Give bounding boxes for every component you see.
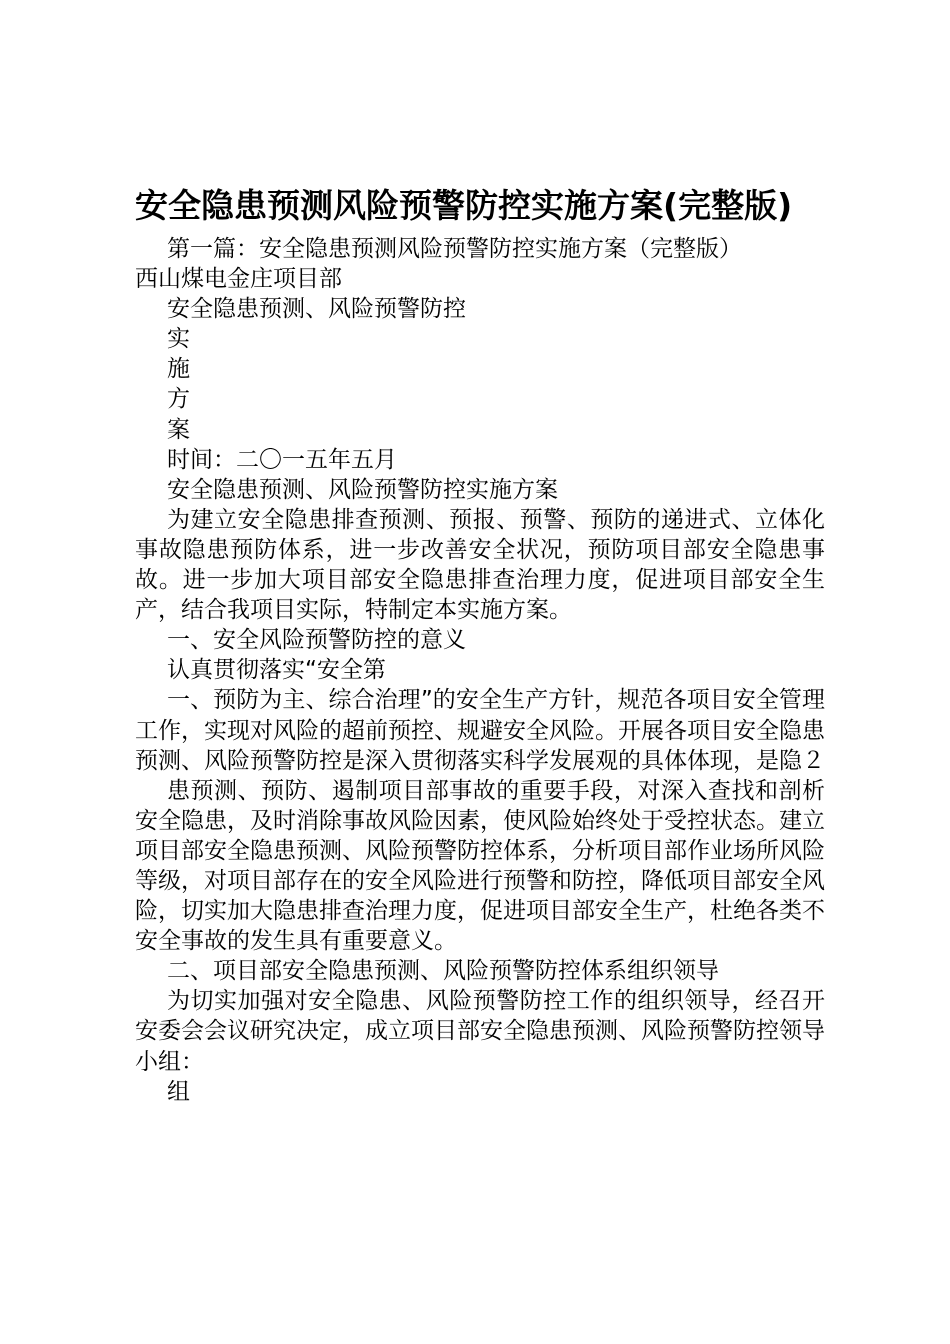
document-date: 时间：二〇一五年五月	[167, 446, 397, 473]
section-title: 安全隐患预测、风险预警防控实施方案	[167, 476, 558, 503]
body-paragraph: 组	[167, 1078, 190, 1105]
document-body	[135, 234, 825, 1107]
body-paragraph: 为建立安全隐患排查预测、预报、预警、预防的递进式、立体化事故隐患预防体系，进一步改善安全状况，预防项目部安全隐患事故。进一步加大项目部安全隐患排查治理力度，促进项目部安全生产，结合我项目实际，特制定本实施方案。	[135, 506, 825, 624]
section-heading: 二、项目部安全隐患预测、风险预警防控体系组织领导	[167, 958, 719, 985]
cover-title-char: 实	[167, 326, 190, 353]
cover-title-char: 案	[167, 416, 190, 443]
cover-title-char: 施	[167, 356, 190, 383]
chapter-heading: 第一篇：安全隐患预测风险预警防控实施方案（完整版）	[167, 236, 742, 262]
document-title: 安全隐患预测风险预警防控实施方案(完整版)	[135, 186, 793, 225]
cover-title-char: 方	[167, 386, 190, 413]
body-paragraph: 为切实加强对安全隐患、风险预警防控工作的组织领导，经召开安委会会议研究决定，成立项目部安全隐患预测、风险预警防控领导小组：	[135, 988, 825, 1075]
body-paragraph: 认真贯彻落实“安全第	[167, 657, 386, 684]
body-paragraph: 一、预防为主、综合治理”的安全生产方针，规范各项目安全管理工作，实现对风险的超前预控、规避安全风险。开展各项目安全隐患预测、风险预警防控是深入贯彻落实科学发展观的具体体现，是隐２	[135, 687, 825, 774]
cover-title-line: 安全隐患预测、风险预警防控	[167, 296, 466, 323]
section-heading: 一、安全风险预警防控的意义	[167, 627, 466, 654]
body-paragraph: 患预测、预防、遏制项目部事故的重要手段，对深入查找和剖析安全隐患，及时消除事故风险因素，使风险始终处于受控状态。建立项目部安全隐患预测、风险预警防控体系，分析项目部作业场所风险等级，对项目部存在的安全风险进行预警和防控，降低项目部安全风险，切实加大隐患排查治理力度，促进项目部安全生产，杜绝各类不安全事故的发生具有重要意义。	[135, 777, 825, 955]
organization-name: 西山煤电金庄项目部	[135, 266, 342, 293]
